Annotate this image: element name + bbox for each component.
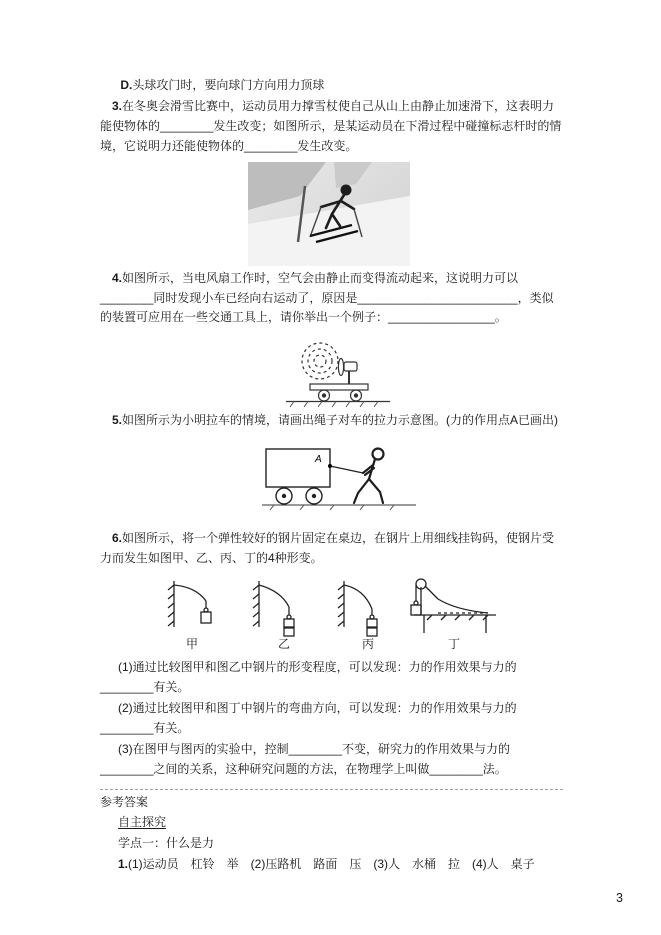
answer-1 <box>100 855 563 875</box>
figure-steel-strip-setups <box>156 575 504 655</box>
question-6 <box>100 529 563 569</box>
question-5-text: 如图所示为小明拉车的情境，请画出绳子对车的拉力示意图。(力的作用点A已画出) <box>122 413 559 428</box>
option-d-text: 头球攻门时，要向球门方向用力顶球 <box>132 78 325 92</box>
fan-on-cart-icon <box>282 331 394 409</box>
figure-skier-photo <box>248 162 410 266</box>
answers-point-title: 学点一：什么是力 <box>118 836 215 851</box>
question-3-number: 3. <box>112 98 123 113</box>
setup-bing <box>338 581 377 636</box>
question-3 <box>100 97 563 157</box>
question-6-sub-1: (1)通过比较图甲和图乙中钢片的形变程度，可以发现：力的作用效果与力的________有关。 <box>100 660 517 694</box>
question-6-sub-2: (2)通过比较图甲和图丁中钢片的弯曲方向，可以发现：力的作用效果与力的________有关。 <box>100 700 517 735</box>
question-4-text: 如图所示，当电风扇工作时，空气会由静止而变得流动起来，这说明力可以________同时发现小车已经向右运动了，原因是________________________，类似的装置可应用在一些交通工具上，请你举出一个例子：________________。 <box>100 270 554 325</box>
question-6-sub-3: (3)在图甲与图丙的实验中，控制________不变，研究力的作用效果与力的________之间的关系，这种研究问题的方法，在物理学上叫做________法。 <box>100 741 511 776</box>
question-5 <box>100 411 563 431</box>
setup-jia <box>168 581 211 627</box>
setup-label-bing: 丙 <box>362 637 375 652</box>
question-3-text: 在冬奥会滑雪比赛中，运动员用力撑雪杖使自己从山上由静止加速滑下，这表明力能使物体的________发生改变；如图所示，是某运动员在下滑过程中碰撞标志杆时的情境，它说明力还能使物体的________发生改变。 <box>100 98 562 153</box>
skier-slalom-icon <box>248 162 410 266</box>
option-d-letter: D. <box>120 78 133 92</box>
boy-pulling-cart-icon <box>260 435 418 519</box>
setup-label-ding: 丁 <box>448 637 461 652</box>
answers-header: 参考答案 <box>100 794 149 809</box>
setup-label-yi: 乙 <box>278 637 291 652</box>
answers-section-title: 自主探究 <box>118 815 167 830</box>
page-number: 3 <box>616 891 623 906</box>
setup-ding <box>411 579 496 633</box>
question-4 <box>100 269 563 329</box>
answer-1-number: 1. <box>118 857 129 872</box>
answers-cut-line <box>100 789 563 790</box>
setup-yi <box>253 581 294 636</box>
force-point-label: A <box>315 454 322 466</box>
question-4-number: 4. <box>112 270 123 285</box>
steel-strip-experiments-icon <box>156 575 504 637</box>
figure-pulling-cart <box>260 435 418 519</box>
answer-1-text: (1)运动员 杠铃 举 (2)压路机 路面 压 (3)人 水桶 拉 (4)人 桌子 <box>128 857 535 872</box>
setup-label-jia: 甲 <box>186 637 199 652</box>
option-d-line <box>100 76 563 96</box>
question-6-text: 如图所示，将一个弹性较好的钢片固定在桌边，在钢片上用细线挂钩码，使钢片受力而发生如图甲、乙、丙、丁的4种形变。 <box>100 531 555 566</box>
question-5-number: 5. <box>112 413 123 428</box>
figure-fan-cart <box>282 331 394 409</box>
question-6-number: 6. <box>112 531 123 546</box>
